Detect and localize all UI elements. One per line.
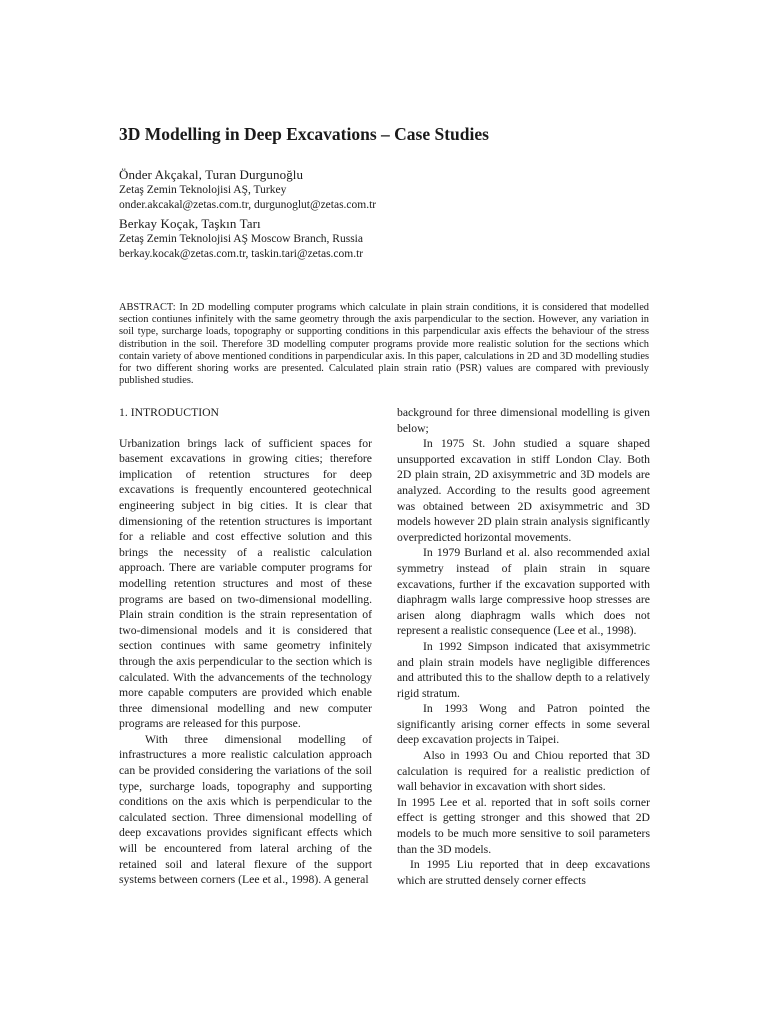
body-paragraph: In 1995 Lee et al. reported that in soft soils corner effect is getting stronger and this showed that 2D models to be much more sensitive to soil parameters than the 3D models. bbox=[397, 795, 650, 856]
author-group-1 bbox=[119, 166, 679, 213]
body-paragraph: In 1975 St. John studied a square shaped unsupported excavation in stiff London Clay. Both 2D plain strain, 2D axisymmetric and 3D models are analyzed. According to the results good agreement was obtained between 2D axisymmetric and 3D models however 2D plain strain analysis significantly overpredicted horizontal movements. bbox=[397, 437, 650, 544]
author-affiliation: Zetaş Zemin Teknolojisi AŞ, Turkey bbox=[119, 184, 287, 196]
body-paragraph: background for three dimensional modelling is given below; bbox=[397, 406, 650, 435]
body-paragraph: With three dimensional modelling of infrastructures a more realistic calculation approach can be provided considering the variations of the soil type, surcharge loads, topography and supporting conditions on the axis which is perpendicular to the calculated section. Three dimensional modelling of deep excavations provides significant effects which will be encountered from lateral arching of the retained soil and lateral flexure of the support systems between corners (Lee et al., 1998). A general bbox=[119, 732, 372, 887]
paper-title: 3D Modelling in Deep Excavations – Case Studies bbox=[119, 124, 489, 144]
author-group-2 bbox=[119, 215, 679, 262]
author-emails: berkay.kocak@zetas.com.tr, taskin.tari@zetas.com.tr bbox=[119, 248, 364, 260]
body-paragraph: Also in 1993 Ou and Chiou reported that 3D calculation is required for a realistic prediction of wall behavior in excavation with short sides. bbox=[397, 749, 650, 794]
body-paragraph: Urbanization brings lack of sufficient spaces for basement excavations in growing cities; therefore implication of retention structures for deep excavations is frequently encountered geotechnical engineering subject in big cities. It is clear that dimensioning of the retention structures is important for a reliable and cost effective solution and this brings the necessity of a realistic calculation approach. There are variable computer programs for modelling retention structures and most of these programs are based on two-dimensional modelling. Plain strain condition is the strain representation of two-dimensional models and it is considered that section continues with same geometry infinitely through the axis perpendicular to the section which is calculated. With the advancements of the technology more capable computers are provided which enable three dimensional modelling and new computer programs are released for this purpose. bbox=[119, 436, 372, 731]
body-paragraph: In 1992 Simpson indicated that axisymmetric and plain strain models have negligible differences and attributed this to the shallow depth to a relatively rigid stratum. bbox=[397, 639, 650, 700]
abstract: ABSTRACT: In 2D modelling computer programs which calculate in plain strain conditions, it is considered that modelled section contiunes infinitely with the same geometry through the axis parpendicular to the section. However, any variation in soil type, surcharge loads, topography or supporting conditions in this parpendicular axis effects the behaviour of the stress distribution in the soil. Therefore 3D modelling computer programs provide more realistic solution for the sections which contain variety of above mentioned conditions in parpendicular axis. In this paper, calculations in 2D and 3D modelling studies for two different shoring works are presented. Calculated plain strain ratio (PSR) values are compared with previously published studies. bbox=[119, 302, 649, 387]
section-heading-introduction: 1. INTRODUCTION bbox=[119, 406, 219, 419]
author-emails: onder.akcakal@zetas.com.tr, durgunoglut@zetas.com.tr bbox=[119, 199, 377, 211]
body-paragraph: In 1995 Liu reported that in deep excavations which are strutted densely corner effects bbox=[397, 858, 650, 887]
left-column bbox=[119, 405, 372, 888]
author-names: Berkay Koçak, Taşkın Tarı bbox=[119, 216, 261, 231]
right-column bbox=[397, 405, 650, 888]
author-affiliation: Zetaş Zemin Teknolojisi AŞ Moscow Branch, Russia bbox=[119, 233, 363, 245]
body-paragraph: In 1993 Wong and Patron pointed the significantly arising corner effects in some several deep excavation projects in Taipei. bbox=[397, 702, 650, 747]
body-paragraph: In 1979 Burland et al. also recommended axial symmetry instead of plain strain in square excavations, further if the excavation supported with diaphragm walls large compressive hoop stresses are arisen along diaphragm walls which does not represent a realistic consequence (Lee et al., 1998). bbox=[397, 546, 650, 638]
author-names: Önder Akçakal, Turan Durgunoğlu bbox=[119, 167, 304, 182]
